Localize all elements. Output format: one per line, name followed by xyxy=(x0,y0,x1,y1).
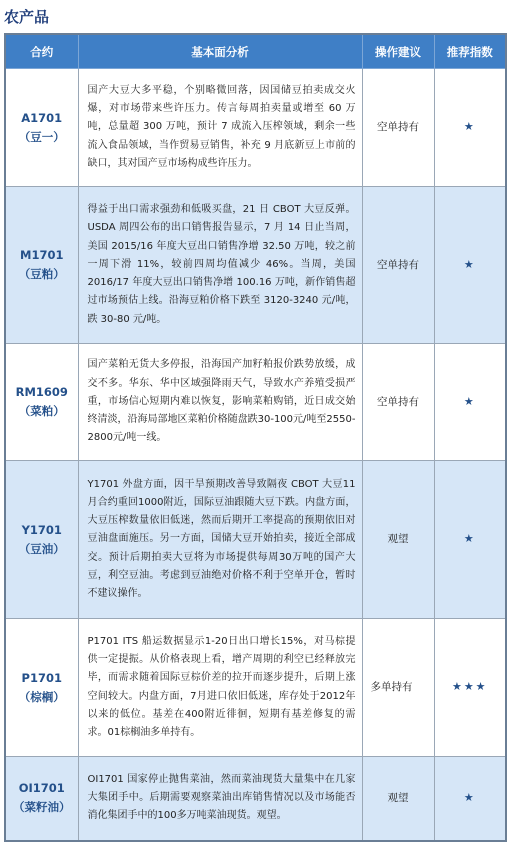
table-row xyxy=(5,619,506,757)
contract-code: RM1609 xyxy=(15,385,68,399)
rating-stars: ★★★ xyxy=(434,619,506,757)
contract-cell xyxy=(5,69,78,187)
contract-cell xyxy=(5,187,78,344)
contract-code: A1701 xyxy=(21,110,63,125)
advice-cell: 空单持有 xyxy=(362,344,434,461)
contract-code: OI1701 xyxy=(18,781,65,796)
contract-cell xyxy=(5,461,78,619)
contract-name: （豆粕） xyxy=(18,267,65,281)
advice-cell: 观望 xyxy=(362,461,434,619)
table-row xyxy=(5,461,506,619)
rating-stars: ★ xyxy=(434,344,506,461)
analysis-cell: 国产大豆大多平稳，个别略微回落，因国储豆拍卖成交火爆，对市场带来些许压力。传言每周拍卖量或增至 60 万吨，总量超 300 万吨，预计 7 成流入压榨领域，剩余一些流入食品领域，当作贸易豆销售，补充 9 月底新豆上市前的缺口，其对国产豆市场构成些许压力。 xyxy=(78,69,362,187)
table-row xyxy=(5,69,506,187)
table-header-row xyxy=(5,34,506,69)
rating-stars: ★ xyxy=(434,69,506,187)
agri-futures-table xyxy=(4,33,507,842)
contract-name: （菜粕） xyxy=(18,404,65,418)
contract-cell xyxy=(5,619,78,757)
analysis-cell: OI1701 国家停止抛售菜油，然而菜油现货大量集中在几家大集团手中。后期需要观察菜油出库销售情况以及市场能否消化集团手中的100多万吨菜油现货。观望。 xyxy=(78,757,362,841)
contract-cell xyxy=(5,344,78,461)
contract-code: M1701 xyxy=(20,248,64,262)
advice-cell: 空单持有 xyxy=(362,69,434,187)
analysis-cell: 得益于出口需求强劲和低吸买盘，21 日 CBOT 大豆反弹。USDA 周四公布的出口销售报告显示，7 月 14 日止当周，美国 2015/16 年度大豆出口销售净增 32.50 万吨，较之前一周下滑 11%，较前四周均值减少 46%。当周，美国 2016/17 年度大豆出口销售净增 100.16 万吨，新作销售超过市场预估上线。沿海豆粕价格下跌至 3120-3240 元/吨，跌 30-80 元/吨。 xyxy=(78,187,362,344)
header-contract: 合约 xyxy=(5,34,78,69)
contract-cell xyxy=(5,757,78,841)
contract-name: （豆油） xyxy=(18,541,65,556)
rating-stars: ★ xyxy=(434,757,506,841)
contract-code: P1701 xyxy=(21,670,62,685)
header-analysis: 基本面分析 xyxy=(78,34,362,69)
contract-name: （菜籽油） xyxy=(13,800,71,815)
contract-name: （棕榈） xyxy=(18,689,65,704)
rating-stars: ★ xyxy=(434,187,506,344)
table-row xyxy=(5,757,506,841)
contract-code: Y1701 xyxy=(21,522,62,537)
section-title: 农产品 xyxy=(4,8,50,26)
analysis-cell: 国产菜粕无货大多停报，沿海国产加籽粕报价跌势放缓，成交不多。华东、华中区域强降雨天气，导致水产养殖受损严重，市场信心短期内难以恢复，影响菜粕购销，近日成交始终清淡，沿海局部地区菜粕价格随盘跌30-100元/吨至2550-2800元/吨一线。 xyxy=(78,344,362,461)
advice-cell: 多单持有 xyxy=(362,619,434,757)
header-rating: 推荐指数 xyxy=(434,34,506,69)
rating-stars: ★ xyxy=(434,461,506,619)
contract-name: （豆一） xyxy=(18,129,65,144)
table-row xyxy=(5,344,506,461)
table-row xyxy=(5,187,506,344)
advice-cell: 观望 xyxy=(362,757,434,841)
analysis-cell: P1701 ITS 船运数据显示1-20日出口增长15%，对马棕提供一定提振。从价格表现上看，增产周期的利空已经释放完毕，而需求随着国际豆棕价差的拉开而逐步提升，后期上涨空间较大。内盘方面，7月进口依旧低迷，库存处于2012年以来的低位。基差在400附近徘徊，短期有基差修复的需求。01棕榈油多单持有。 xyxy=(78,619,362,757)
analysis-cell: Y1701 外盘方面，因干旱预期改善导致隔夜 CBOT 大豆11月合约重回1000附近，国际豆油跟随大豆下跌。内盘方面，大豆压榨数量依旧低迷，然而后期开工率提高的预期依旧对豆油盘面施压。另一方面，国储大豆开始拍卖，接近全部成交。预计后期拍卖大豆将为市场提供每周30万吨的国产大豆，利空豆油。考虑到豆油绝对价格不利于空单开仓，暂时不建议操作。 xyxy=(78,461,362,619)
advice-cell: 空单持有 xyxy=(362,187,434,344)
header-advice: 操作建议 xyxy=(362,34,434,69)
